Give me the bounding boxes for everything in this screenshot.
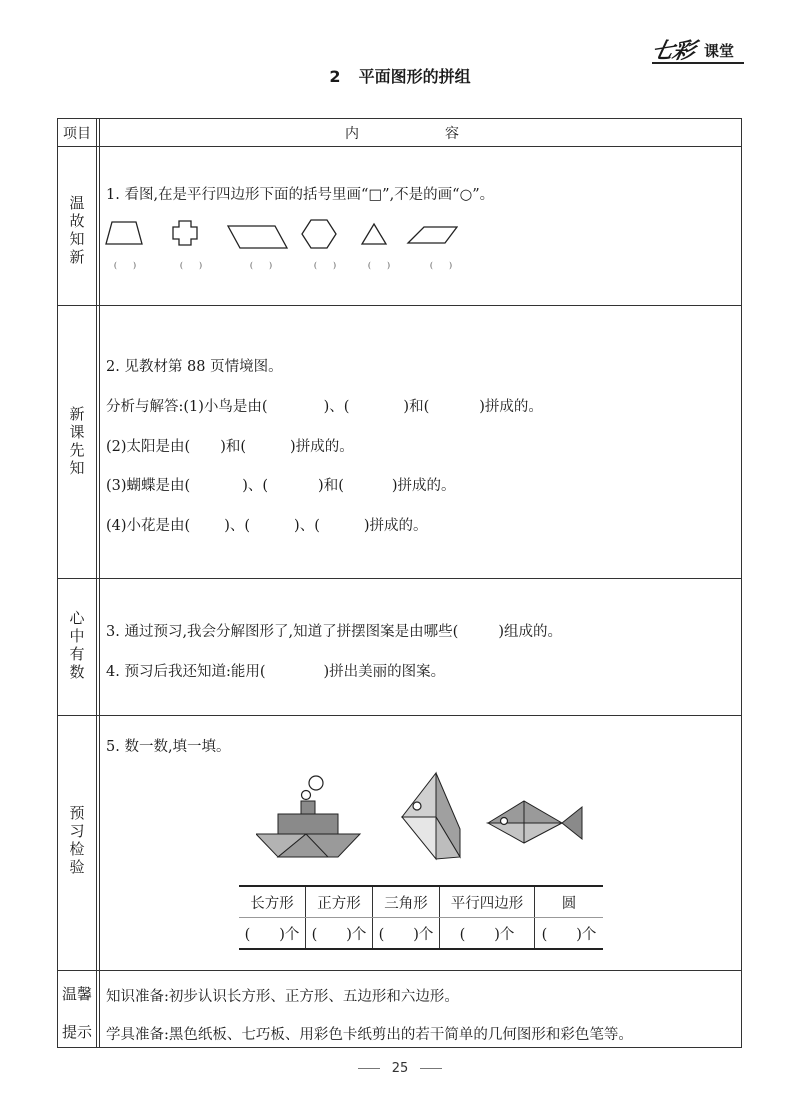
fish-eye-circle [501, 818, 508, 825]
page-number: 25 [391, 1061, 409, 1076]
header-triangle: 三角形 [373, 886, 440, 918]
count-cell-parallelogram[interactable]: ( )个 [440, 918, 535, 950]
row-divider [58, 970, 741, 971]
header-rectangle: 长方形 [239, 886, 306, 918]
cabin-rectangle [278, 814, 338, 834]
answer-paren-6[interactable]: ( ) [429, 261, 453, 270]
header-parallelogram: 平行四边形 [440, 886, 535, 918]
row-divider [58, 146, 741, 147]
section-label-tips-1: 温馨 [61, 985, 92, 1003]
boat-figure [256, 769, 362, 859]
question-5: 5. 数一数,填一填。 [106, 739, 231, 755]
angelfish-eye-circle [413, 802, 421, 810]
page-title [0, 64, 800, 87]
count-table [239, 885, 603, 950]
brand-script: 七彩 [648, 38, 697, 64]
answer-paren-4[interactable]: ( ) [313, 261, 337, 270]
fish-figure [486, 799, 586, 847]
row-divider [58, 305, 741, 306]
section-label-warmup: 温 故 知 新 [69, 194, 85, 266]
footer-dash-right [420, 1068, 442, 1069]
header-content: 内 容 [345, 126, 495, 142]
tip-supplies: 学具准备:黑色纸板、七巧板、用彩色卡纸剪出的若干简单的几何图形和彩色笔等。 [106, 1027, 633, 1043]
shapes-row [98, 214, 458, 258]
angelfish-top-triangle [402, 773, 436, 817]
count-table-answer-row [239, 918, 603, 950]
fish-body-bottom-triangle [488, 823, 562, 843]
parallelogram-large-shape [228, 226, 287, 248]
tip-knowledge: 知识准备:初步认识长方形、正方形、五边形和六边形。 [106, 989, 459, 1005]
section-label-check: 预 习 检 验 [69, 804, 85, 876]
count-cell-rectangle[interactable]: ( )个 [239, 918, 306, 950]
count-cell-circle[interactable]: ( )个 [535, 918, 604, 950]
triangle-shape [362, 224, 386, 244]
cross-shape [173, 221, 197, 245]
section-label-new-lesson: 新 课 先 知 [69, 405, 85, 477]
question-2-line-4: (4)小花是由( )、( )、( )拼成的。 [106, 518, 428, 534]
answer-paren-3[interactable]: ( ) [249, 261, 273, 270]
worksheet-table [57, 118, 742, 1048]
parallelogram-small-shape [408, 227, 457, 243]
question-2-line-1: 分析与解答:(1)小鸟是由( )、( )和( )拼成的。 [106, 399, 543, 415]
answer-paren-2[interactable]: ( ) [179, 261, 203, 270]
count-cell-square[interactable]: ( )个 [306, 918, 373, 950]
footer-dash-left [358, 1068, 380, 1069]
column-divider [96, 119, 97, 1047]
answer-paren-5[interactable]: ( ) [367, 261, 391, 270]
row-divider [58, 578, 741, 579]
smoke-circle-large [309, 776, 323, 790]
smoke-circle-small [302, 791, 311, 800]
question-2-line-3: (3)蝴蝶是由( )、( )和( )拼成的。 [106, 478, 456, 494]
brand-logo [648, 34, 744, 68]
fish-body-top-triangle [488, 801, 562, 823]
page-footer [0, 1061, 800, 1076]
title-number: 2 [329, 67, 341, 86]
answer-paren-1[interactable]: ( ) [113, 261, 137, 270]
question-1: 1. 看图,在是平行四边形下面的括号里画“□”,不是的画“○”。 [106, 187, 495, 203]
section-label-mind: 心 中 有 数 [69, 609, 85, 681]
header-item: 项目 [63, 126, 91, 142]
angelfish-bottom-triangle [402, 817, 436, 859]
row-divider [58, 715, 741, 716]
chimney-square [301, 801, 315, 814]
header-square: 正方形 [306, 886, 373, 918]
question-4: 4. 预习后我还知道:能用( )拼出美丽的图案。 [106, 664, 446, 680]
hexagon-shape [302, 220, 336, 248]
column-divider-inner [99, 119, 100, 1047]
question-3: 3. 通过预习,我会分解图形了,知道了拼摆图案是由哪些( )组成的。 [106, 624, 562, 640]
section-label-tips-2: 提示 [61, 1023, 92, 1041]
count-table-header-row [239, 886, 603, 918]
title-text: 平面图形的拼组 [358, 67, 471, 86]
count-cell-triangle[interactable]: ( )个 [373, 918, 440, 950]
trapezoid-shape [106, 222, 142, 244]
question-2-intro: 2. 见教材第 88 页情境图。 [106, 359, 283, 375]
header-circle: 圆 [535, 886, 604, 918]
fish-tail-triangle [562, 807, 582, 839]
brand-word: 课堂 [704, 42, 735, 60]
question-2-line-2: (2)太阳是由( )和( )拼成的。 [106, 439, 354, 455]
angelfish-figure [398, 769, 470, 861]
